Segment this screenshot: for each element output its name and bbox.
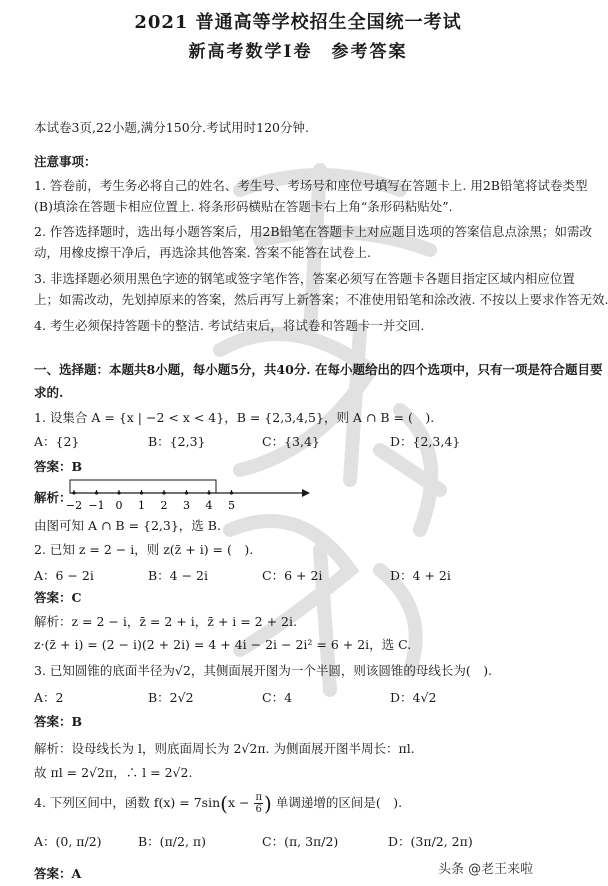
q2-option-b: B：4 − 2i xyxy=(148,568,209,583)
q4-stem-start: 4. 下列区间中，函数 f(x) = 7sin xyxy=(34,795,221,810)
watermark-footer: 头条 @老王来啦 xyxy=(438,862,534,877)
note-line: 上；如需改动，先划掉原来的答案，然后再写上新答案；不准使用铅笔和涂改液. 不按以上要求作答无效. xyxy=(34,292,608,307)
number-line-point xyxy=(185,491,188,494)
number-line-point xyxy=(230,491,233,494)
q2-analysis: 解析：z = 2 − i，z̄ = 2 + i，z̄ + i = 2 + 2i. xyxy=(34,614,297,629)
note-line: 4. 考生必须保持答题卡的整洁. 考试结束后，将试卷和答题卡一并交回. xyxy=(34,318,425,333)
note-line: (B)填涂在答题卡相应位置上. 将条形码横贴在答题卡右上角“条形码粘贴处”. xyxy=(34,199,453,214)
q1-option-b: B：{2,3} xyxy=(148,434,206,449)
number-line-point xyxy=(162,491,165,494)
number-line-figure xyxy=(65,478,310,514)
pi-over-6-fraction: $\frac{\pi}{6}$ xyxy=(255,792,263,815)
number-line-tick-label: −2 xyxy=(65,499,83,512)
number-line-tick-label: −1 xyxy=(88,499,105,512)
q2-stem: 2. 已知 z = 2 − i，则 z(z̄ + i) = ( ). xyxy=(34,542,254,557)
q1-stem: 1. 设集合 A = {x | −2 < x < 4}，B = {2,3,4,5}，则 A ∩ B = ( ). xyxy=(34,410,435,425)
q4-option-b: B：(π/2, π) xyxy=(138,834,206,849)
q3-conclusion: 故 πl = 2√2π，∴ l = 2√2. xyxy=(34,765,193,780)
number-line-point xyxy=(140,491,143,494)
number-line-tick-label: 5 xyxy=(228,499,235,512)
q1-option-a: A：{2} xyxy=(34,434,80,449)
section-heading-cont: 求的. xyxy=(34,385,64,400)
q3-answer: 答案：B xyxy=(34,714,83,729)
number-line-tick-label: 4 xyxy=(205,499,213,512)
number-line-point xyxy=(117,491,120,494)
number-line-tick-label: 2 xyxy=(160,499,168,512)
q1-conclusion: 由图可知 A ∩ B = {2,3}，选 B. xyxy=(34,518,221,533)
q3-option-b: B：2√2 xyxy=(148,690,194,705)
q1-option-c: C：{3,4} xyxy=(262,434,320,449)
exam-intro: 本试卷3页,22小题,满分150分.考试用时120分钟. xyxy=(34,120,309,135)
page-title: 2021 普通高等学校招生全国统一考试 xyxy=(134,12,462,33)
number-line-point xyxy=(72,491,75,494)
q4-option-d: D：(3π/2, 2π) xyxy=(388,834,473,849)
q3-option-a: A：2 xyxy=(34,690,64,705)
q3-option-d: D：4√2 xyxy=(390,690,437,705)
number-line-point xyxy=(95,491,98,494)
number-line-tick-label: 1 xyxy=(138,499,145,512)
q3-stem: 3. 已知圆锥的底面半径为√2，其侧面展开图为一个半圆，则该圆锥的母线长为( ). xyxy=(34,663,493,678)
q1-option-d: D：{2,3,4} xyxy=(390,434,461,449)
q1-answer: 答案：B xyxy=(34,459,83,474)
q1-analysis-label: 解析： xyxy=(34,490,72,505)
note-line: 1. 答卷前，考生务必将自己的姓名、考生号、考场号和座位号填写在答题卡上. 用2B铅笔将试卷类型 xyxy=(34,178,588,193)
q4-option-a: A：(0, π/2) xyxy=(34,834,102,849)
note-line: 3. 非选择题必须用黑色字迹的钢笔或签字笔作答，答案必须写在答题卡各题目指定区域内相应位置 xyxy=(34,271,575,286)
note-line: 2. 作答选择题时，选出每小题答案后，用2B铅笔在答题卡上对应题目选项的答案信息点涂黑；如需改 xyxy=(34,224,593,239)
q3-analysis: 解析：设母线长为 l，则底面周长为 2√2π. 为侧面展开图半周长：πl. xyxy=(34,741,415,756)
q3-option-c: C：4 xyxy=(262,690,293,705)
number-line-tick-label: 3 xyxy=(183,499,190,512)
q2-option-d: D：4 + 2i xyxy=(390,568,451,583)
q4-stem-end: 单调递增的区间是( ). xyxy=(275,795,403,810)
notes-heading: 注意事项： xyxy=(34,154,97,169)
section-heading: 一、选择题：本题共8小题，每小题5分，共40分. 在每小题给出的四个选项中，只有一项是符合题目要 xyxy=(34,362,603,377)
number-line-point xyxy=(207,491,210,494)
q4-answer: 答案：A xyxy=(34,866,82,881)
q4-option-c: C：(π, 3π/2) xyxy=(262,834,339,849)
q2-answer: 答案：C xyxy=(34,590,82,605)
number-line-tick-label: 0 xyxy=(115,499,123,512)
q4-stem: 4. 下列区间中，函数 f(x) = 7sin(x − $\frac{\pi}{6}$ ) 单调递增的区间是( ). xyxy=(34,791,403,816)
q2-calculation: z·(z̄ + i) = (2 − i)(2 + 2i) = 4 + 4i − 2i − 2i² = 6 + 2i，选 C. xyxy=(34,637,412,652)
note-line: 动，用橡皮擦干净后，再选涂其他答案. 答案不能答在试卷上. xyxy=(34,245,371,260)
q2-option-a: A：6 − 2i xyxy=(34,568,94,583)
q2-option-c: C：6 + 2i xyxy=(262,568,323,583)
page-subtitle: 新高考数学Ⅰ卷 参考答案 xyxy=(188,42,408,62)
